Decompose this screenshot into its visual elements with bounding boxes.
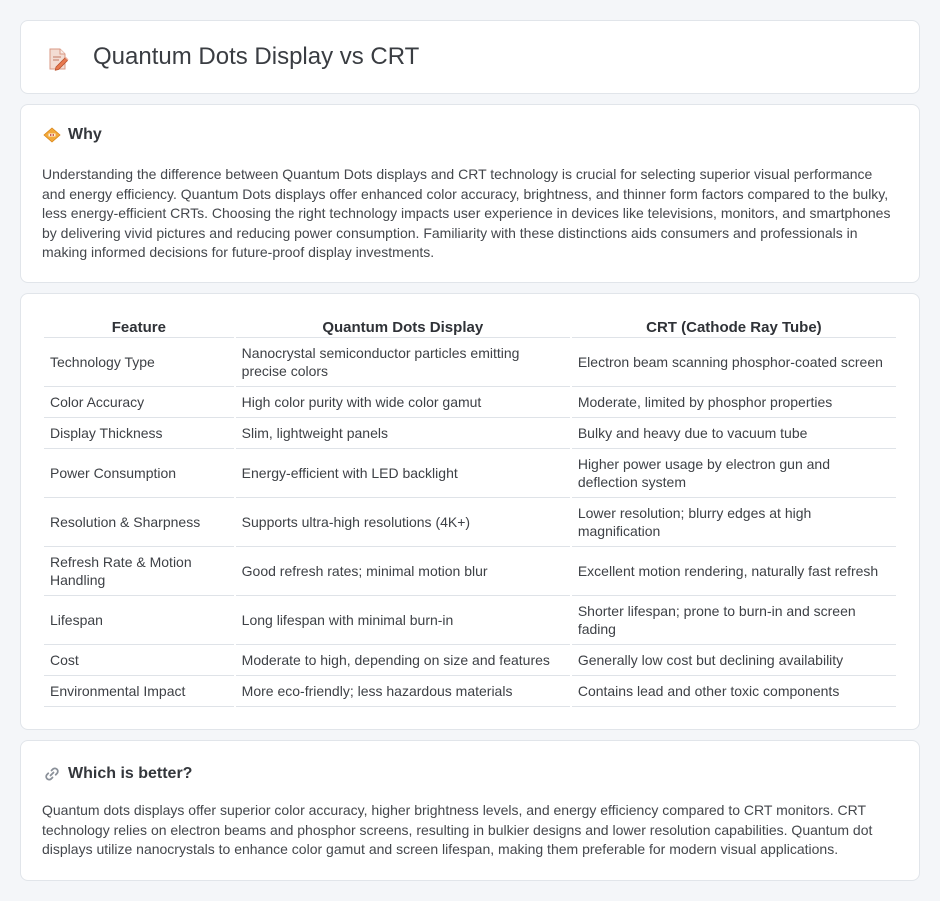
feature-cell: Power Consumption [44,449,234,498]
table-row [44,645,896,676]
why-title: Why [68,126,102,143]
table-header-row [44,316,896,338]
table-row [44,596,896,645]
feature-cell: Lifespan [44,596,234,645]
quantum-dots-cell: Slim, lightweight panels [236,418,570,449]
comparison-table [42,316,898,707]
quantum-dots-cell: Supports ultra-high resolutions (4K+) [236,498,570,547]
crt-cell: Lower resolution; blurry edges at high magnification [572,498,896,547]
crt-cell: Higher power usage by electron gun and deflection system [572,449,896,498]
link-icon [43,766,61,782]
table-row [44,676,896,707]
feature-cell: Color Accuracy [44,387,234,418]
feature-cell: Technology Type [44,338,234,387]
table-row [44,338,896,387]
feature-cell: Resolution & Sharpness [44,498,234,547]
crt-cell: Contains lead and other toxic components [572,676,896,707]
comparison-card [20,293,920,730]
crt-cell: Shorter lifespan; prone to burn-in and screen fading [572,596,896,645]
quantum-dots-cell: More eco-friendly; less hazardous materials [236,676,570,707]
column-header-quantum-dots: Quantum Dots Display [236,316,570,338]
table-row [44,547,896,596]
feature-cell: Environmental Impact [44,676,234,707]
table-row [44,498,896,547]
why-section [20,104,920,283]
table-row [44,449,896,498]
quantum-dots-cell: Nanocrystal semiconductor particles emitting precise colors [236,338,570,387]
better-title: Which is better? [68,765,193,782]
crt-cell: Generally low cost but declining availability [572,645,896,676]
column-header-crt: CRT (Cathode Ray Tube) [572,316,896,338]
feature-cell: Display Thickness [44,418,234,449]
quantum-dots-cell: Moderate to high, depending on size and features [236,645,570,676]
quantum-dots-cell: Good refresh rates; minimal motion blur [236,547,570,596]
why-body: Understanding the difference between Quantum Dots displays and CRT technology is crucial for selecting superior visual performance and energy efficiency. Quantum Dots displays offer enhanced color accuracy, brightness, and thinner form factors compared to the bulky, less energy-efficient CRTs. Choosing the right technology impacts user experience in devices like televisions, monitors, and smartphones by delivering vivid pictures and reducing power consumption. Familiarity with these distinctions aids consumers and professionals in making informed decisions for future-proof display investments. [42,166,891,261]
table-row [44,418,896,449]
header-card [20,20,920,94]
crt-cell: Excellent motion rendering, naturally fast refresh [572,547,896,596]
better-body: Quantum dots displays offer superior color accuracy, higher brightness levels, and energy efficiency compared to CRT monitors. CRT technology relies on electron beams and phosphor screens, resulting in bulkier designs and lower resolution capabilities. Quantum dot displays utilize nanocrystals to enhance color gamut and screen lifespan, making them preferable for modern visual applications. [42,802,873,858]
which-is-better-section [20,740,920,881]
column-header-feature: Feature [44,316,234,338]
feature-cell: Cost [44,645,234,676]
feature-cell: Refresh Rate & Motion Handling [44,547,234,596]
crt-cell: Moderate, limited by phosphor properties [572,387,896,418]
page-title: Quantum Dots Display vs CRT [93,43,420,70]
table-row [44,387,896,418]
diamond-warning-icon [43,127,61,143]
quantum-dots-cell: High color purity with wide color gamut [236,387,570,418]
quantum-dots-cell: Long lifespan with minimal burn-in [236,596,570,645]
why-heading [43,126,102,144]
crt-cell: Bulky and heavy due to vacuum tube [572,418,896,449]
document-pencil-icon [47,47,69,71]
crt-cell: Electron beam scanning phosphor-coated screen [572,338,896,387]
quantum-dots-cell: Energy-efficient with LED backlight [236,449,570,498]
better-heading [43,765,192,783]
